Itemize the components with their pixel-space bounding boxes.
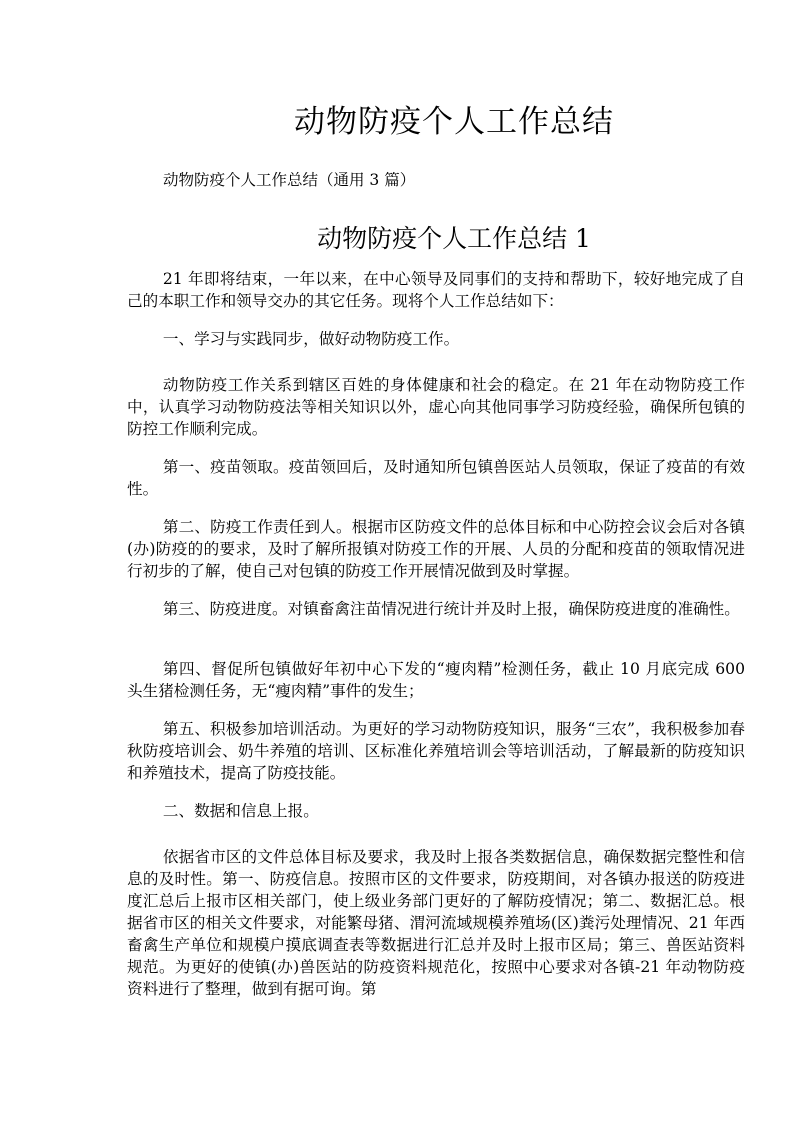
paragraph: 第一、疫苗领取。疫苗领回后，及时通知所包镇兽医站人员领取，保证了疫苗的有效性。 — [127, 458, 745, 498]
paragraph: 第四、督促所包镇做好年初中心下发的“瘦肉精”检测任务，截止 10 月底完成 600 头生猪检测任务，无“瘦肉精”事件的发生； — [127, 660, 745, 700]
document-subtitle: 动物防疫个人工作总结（通用 3 篇） — [163, 171, 416, 189]
paragraph-10-block — [127, 846, 745, 1000]
paragraph-3-block — [127, 374, 745, 440]
paragraph: 动物防疫工作关系到辖区百姓的身体健康和社会的稳定。在 21 年在动物防疫工作中，认真学习动物防疫法等相关知识以外，虚心向其他同事学习防疫经验，确保所包镇的防控工作顺利完成。 — [127, 376, 745, 438]
paragraph: 依据省市区的文件总体目标及要求，我及时上报各类数据信息，确保数据完整性和信息的及时性。第一、防疫信息。按照市区的文件要求，防疫期间，对各镇办报送的防疫进度汇总后上报市区相关部门，使上级业务部门更好的了解防疫情况；第二、数据汇总。根据省市区的相关文件要求，对能繁母猪、渭河流域规模养殖场(区)粪污处理情况、21 年西畜禽生产单位和规模户摸底调查表等数据进行汇总并及时上报市区局；第三、兽医站资料规范。为更好的使镇(办)兽医站的防疫资料规范化，按照中心要求对各镇-21 年动物防疫资料进行了整理，做到有据可询。第 — [127, 848, 745, 998]
paragraph: 第二、防疫工作责任到人。根据市区防疫文件的总体目标和中心防控会议会后对各镇(办)防疫的的要求，及时了解所报镇对防疫工作的开展、人员的分配和疫苗的领取情况进行初步的了解，使自己对包镇的防疫工作开展情况做到及时掌握。 — [127, 518, 745, 580]
paragraph: 21 年即将结束，一年以来，在中心领导及同事们的支持和帮助下，较好地完成了自己的本职工作和领导交办的其它任务。现将个人工作总结如下： — [127, 270, 745, 310]
section-title: 动物防疫个人工作总结 1 — [317, 224, 591, 253]
paragraph-5-block — [127, 516, 745, 582]
paragraph-1-block — [127, 268, 745, 312]
paragraph-9-block — [127, 800, 745, 822]
heading-paragraph: 一、学习与实践同步，做好动物防疫工作。 — [162, 330, 460, 348]
paragraph: 第三、防疫进度。对镇畜禽注苗情况进行统计并及时上报，确保防疫进度的准确性。 — [162, 600, 740, 618]
paragraph-4-block — [127, 456, 745, 500]
paragraph: 第五、积极参加培训活动。为更好的学习动物防疫知识，服务“三农”，我积极参加春秋防疫培训会、奶牛养殖的培训、区标准化养殖培训会等培训活动，了解最新的防疫知识和养殖技术，提高了防疫技能。 — [127, 720, 745, 782]
paragraph-7-block — [127, 658, 745, 702]
document-title: 动物防疫个人工作总结 — [294, 104, 614, 140]
paragraph-2-block — [127, 328, 745, 350]
paragraph-8-block — [127, 718, 745, 784]
heading-paragraph: 二、数据和信息上报。 — [162, 802, 319, 820]
paragraph-6-block — [127, 598, 745, 620]
